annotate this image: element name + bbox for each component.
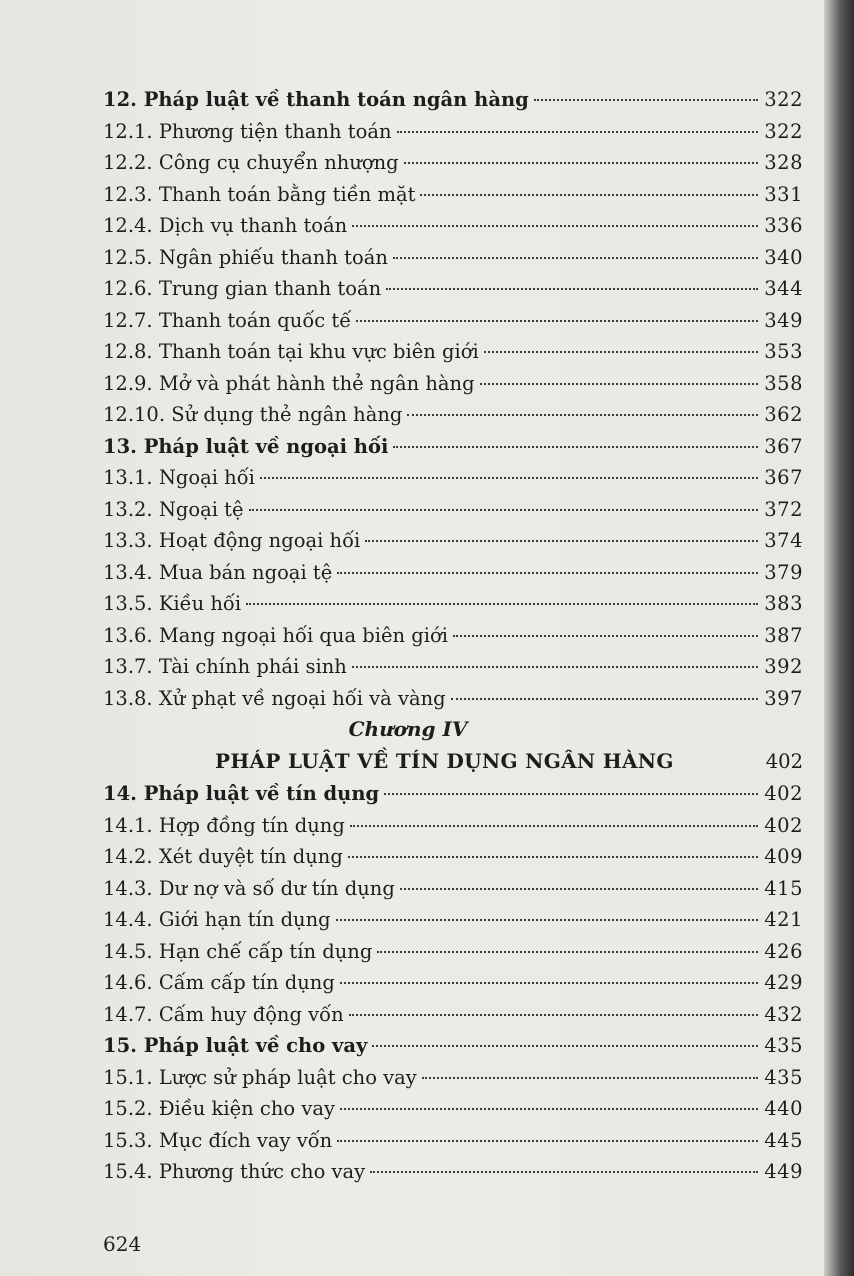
- chapter-label: Chương IV: [348, 717, 468, 741]
- dot-leader: [337, 1140, 758, 1142]
- toc-entry-title: 14. Pháp luật về tín dụng: [103, 782, 380, 805]
- dot-leader: [420, 194, 758, 196]
- toc-entry-page: 435: [764, 1065, 803, 1089]
- toc-entry-page: 367: [764, 434, 803, 458]
- toc-entry-page: 415: [764, 876, 803, 900]
- toc-entry-page: 379: [764, 560, 803, 584]
- toc-entry: [103, 368, 803, 400]
- toc-entry: [103, 147, 803, 179]
- toc-section-entry: [103, 431, 803, 463]
- toc-entry-page: 353: [764, 340, 803, 363]
- dot-leader: [451, 698, 759, 700]
- toc-entry-page: 322: [764, 88, 803, 111]
- toc-entry-page: 409: [764, 845, 803, 868]
- toc-entry-title: 12.1. Phương tiện thanh toán: [103, 119, 392, 143]
- toc-entry-page: 349: [764, 308, 803, 332]
- toc-entry: [103, 588, 803, 620]
- dot-leader: [350, 825, 758, 827]
- dot-leader: [352, 225, 758, 227]
- toc-entry-page: 367: [764, 466, 803, 489]
- toc-entry-title: 12. Pháp luật về thanh toán ngân hàng: [103, 88, 529, 111]
- toc-entry-title: 12.8. Thanh toán tại khu vực biên giới: [103, 340, 479, 363]
- toc-entry: [103, 462, 803, 494]
- toc-entry-page: 449: [764, 1160, 803, 1183]
- toc-entry-page: 426: [764, 939, 803, 963]
- toc-entry-title: 13.1. Ngoại hối: [103, 466, 255, 489]
- dot-leader: [352, 666, 758, 668]
- toc-section-top: [103, 84, 803, 714]
- dot-leader: [337, 572, 758, 574]
- toc-entry: [103, 620, 803, 652]
- toc-entry: [103, 399, 803, 431]
- page-edge-shadow: [824, 0, 854, 1276]
- toc-entry-page: 392: [764, 655, 803, 678]
- toc-entry-title: 13.5. Kiều hối: [103, 592, 242, 615]
- toc-section-entry: [103, 778, 803, 810]
- toc-entry-title: 14.1. Hợp đồng tín dụng: [103, 813, 345, 837]
- toc-entry-page: 429: [764, 971, 803, 994]
- toc-entry-page: 362: [764, 403, 803, 426]
- toc-entry-title: 15.1. Lược sử pháp luật cho vay: [103, 1065, 417, 1089]
- toc-entry-title: 13.8. Xử phạt về ngoại hối và vàng: [103, 686, 446, 710]
- toc-entry-title: 12.9. Mở và phát hành thẻ ngân hàng: [103, 371, 475, 395]
- toc-entry: [103, 999, 803, 1031]
- dot-leader: [386, 288, 758, 290]
- toc-entry-title: 13.4. Mua bán ngoại tệ: [103, 560, 333, 584]
- toc-entry-title: 12.7. Thanh toán quốc tế: [103, 308, 352, 332]
- toc-section-entry: [103, 1030, 803, 1062]
- toc-entry-title: 13.3. Hoạt động ngoại hối: [103, 529, 361, 552]
- toc-entry: [103, 904, 803, 936]
- dot-leader: [349, 1014, 759, 1016]
- dot-leader: [480, 383, 759, 385]
- toc-entry-page: 402: [764, 782, 803, 805]
- toc-entry: [103, 683, 803, 715]
- toc-entry: [103, 525, 803, 557]
- toc-entry-title: 13.6. Mang ngoại hối qua biên giới: [103, 623, 448, 647]
- dot-leader: [393, 446, 758, 448]
- toc-entry-title: 15.3. Mục đích vay vốn: [103, 1128, 333, 1152]
- toc-entry-title: 15.2. Điều kiện cho vay: [103, 1097, 335, 1120]
- toc-entry-title: 12.6. Trung gian thanh toán: [103, 277, 382, 300]
- dot-leader: [370, 1171, 758, 1173]
- toc-entry-page: 397: [764, 686, 803, 710]
- dot-leader: [246, 603, 758, 605]
- dot-leader: [348, 856, 758, 858]
- dot-leader: [397, 131, 759, 133]
- toc-entry-page: 344: [764, 277, 803, 300]
- dot-leader: [422, 1077, 758, 1079]
- dot-leader: [260, 477, 758, 479]
- toc-entry-title: 14.2. Xét duyệt tín dụng: [103, 845, 343, 868]
- dot-leader: [377, 951, 758, 953]
- dot-leader: [340, 1108, 758, 1110]
- toc-entry: [103, 1093, 803, 1125]
- toc-entry: [103, 651, 803, 683]
- toc-entry-title: 14.3. Dư nợ và số dư tín dụng: [103, 876, 395, 900]
- toc-entry-title: 13. Pháp luật về ngoại hối: [103, 434, 389, 458]
- dot-leader: [372, 1045, 758, 1047]
- toc-entry-title: 13.7. Tài chính phái sinh: [103, 655, 347, 678]
- toc-entry-page: 336: [764, 214, 803, 237]
- dot-leader: [400, 888, 758, 890]
- toc-entry-title: 12.3. Thanh toán bằng tiền mặt: [103, 182, 416, 206]
- toc-entry-title: 12.10. Sử dụng thẻ ngân hàng: [103, 403, 403, 426]
- toc-entry-title: 14.7. Cấm huy động vốn: [103, 1002, 344, 1026]
- toc-entry: [103, 494, 803, 526]
- dot-leader: [336, 919, 759, 921]
- toc-section-entry: [103, 84, 803, 116]
- dot-leader: [453, 635, 758, 637]
- toc-entry: [103, 210, 803, 242]
- page-number: 624: [103, 1232, 142, 1256]
- toc-entry-page: 374: [764, 529, 803, 552]
- dot-leader: [534, 99, 758, 101]
- toc-entry: [103, 305, 803, 337]
- dot-leader: [484, 351, 759, 353]
- dot-leader: [404, 162, 759, 164]
- toc-section-bottom: [103, 778, 803, 1188]
- toc-entry-title: 12.4. Dịch vụ thanh toán: [103, 214, 348, 237]
- toc-entry: [103, 1125, 803, 1157]
- toc-entry: [103, 873, 803, 905]
- toc-entry: [103, 810, 803, 842]
- toc-entry-page: 432: [764, 1002, 803, 1026]
- toc-entry: [103, 1156, 803, 1188]
- toc-entry: [103, 116, 803, 148]
- dot-leader: [249, 509, 759, 511]
- table-of-contents: [103, 84, 803, 1188]
- chapter-title: PHÁP LUẬT VỀ TÍN DỤNG NGÂN HÀNG: [215, 749, 674, 773]
- toc-entry: [103, 841, 803, 873]
- toc-entry-page: 328: [764, 151, 803, 174]
- toc-entry-page: 445: [764, 1128, 803, 1152]
- toc-entry-page: 358: [764, 371, 803, 395]
- toc-entry-title: 15. Pháp luật về cho vay: [103, 1034, 368, 1057]
- toc-entry-title: 14.4. Giới hạn tín dụng: [103, 908, 331, 931]
- dot-leader: [356, 320, 758, 322]
- toc-entry: [103, 336, 803, 368]
- chapter-heading: [103, 744, 803, 778]
- toc-entry-title: 13.2. Ngoại tệ: [103, 497, 244, 521]
- toc-entry: [103, 242, 803, 274]
- dot-leader: [365, 540, 758, 542]
- toc-entry: [103, 179, 803, 211]
- toc-entry-page: 383: [764, 592, 803, 615]
- toc-entry-page: 387: [764, 623, 803, 647]
- dot-leader: [393, 257, 758, 259]
- toc-entry-title: 12.2. Công cụ chuyển nhượng: [103, 151, 399, 174]
- toc-entry-page: 322: [764, 119, 803, 143]
- toc-entry: [103, 936, 803, 968]
- toc-entry-page: 421: [764, 908, 803, 931]
- toc-entry-page: 331: [764, 182, 803, 206]
- toc-entry-page: 372: [764, 497, 803, 521]
- toc-entry: [103, 967, 803, 999]
- toc-entry: [103, 1062, 803, 1094]
- toc-entry-page: 340: [764, 245, 803, 269]
- toc-entry-title: 14.5. Hạn chế cấp tín dụng: [103, 939, 373, 963]
- toc-entry-page: 402: [764, 813, 803, 837]
- dot-leader: [340, 982, 758, 984]
- dot-leader: [384, 793, 758, 795]
- toc-entry-title: 12.5. Ngân phiếu thanh toán: [103, 245, 388, 269]
- dot-leader: [407, 414, 758, 416]
- toc-entry: [103, 273, 803, 305]
- chapter-page-number: 402: [765, 750, 803, 773]
- toc-entry-title: 14.6. Cấm cấp tín dụng: [103, 971, 335, 994]
- toc-entry-page: 440: [764, 1097, 803, 1120]
- toc-entry-page: 435: [764, 1034, 803, 1057]
- toc-entry: [103, 557, 803, 589]
- toc-entry-title: 15.4. Phương thức cho vay: [103, 1160, 366, 1183]
